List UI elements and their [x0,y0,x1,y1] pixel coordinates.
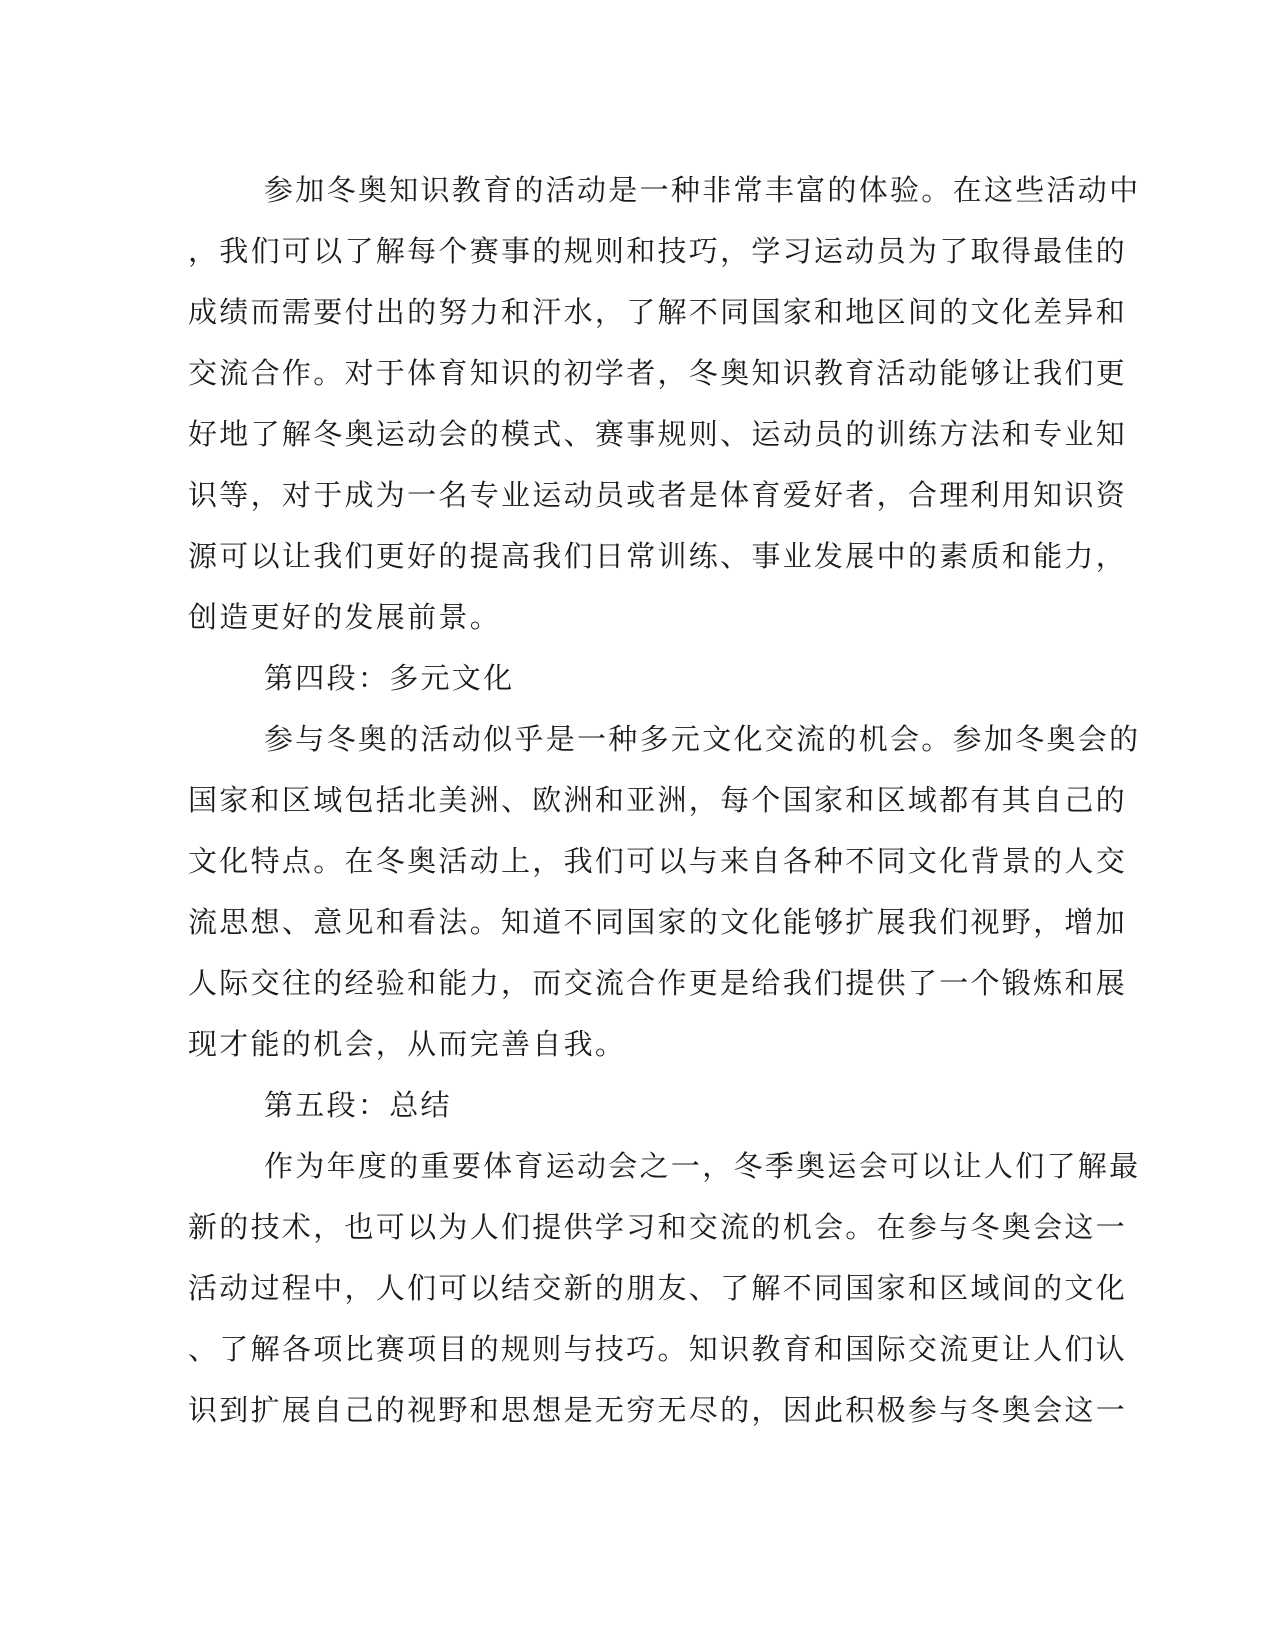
section-heading-5: 第五段：总结 [264,1088,452,1122]
text-line: 现才能的机会，从而完善自我。 [188,1027,627,1061]
text-line: 、了解各项比赛项目的规则与技巧。知识教育和国际交流更让人们认 [188,1332,1128,1366]
text-line: 好地了解冬奥运动会的模式、赛事规则、运动员的训练方法和专业知 [188,417,1128,451]
section-heading-4: 第四段：多元文化 [264,661,515,695]
text-line: 活动过程中，人们可以结交新的朋友、了解不同国家和区域间的文化 [188,1271,1128,1305]
text-line: ，我们可以了解每个赛事的规则和技巧，学习运动员为了取得最佳的 [188,234,1128,268]
text-line: 人际交往的经验和能力，而交流合作更是给我们提供了一个锻炼和展 [188,966,1128,1000]
text-line: 源可以让我们更好的提高我们日常训练、事业发展中的素质和能力， [188,539,1128,573]
text-line: 创造更好的发展前景。 [188,600,502,634]
text-line: 参加冬奥知识教育的活动是一种非常丰富的体验。在这些活动中 [264,173,1141,207]
text-line: 新的技术，也可以为人们提供学习和交流的机会。在参与冬奥会这一 [188,1210,1128,1244]
document-body [188,160,1141,1441]
text-line: 识等，对于成为一名专业运动员或者是体育爱好者，合理利用知识资 [188,478,1128,512]
text-line: 成绩而需要付出的努力和汗水，了解不同国家和地区间的文化差异和 [188,295,1128,329]
text-line: 识到扩展自己的视野和思想是无穷无尽的，因此积极参与冬奥会这一 [188,1393,1128,1427]
text-line: 参与冬奥的活动似乎是一种多元文化交流的机会。参加冬奥会的 [264,722,1141,756]
text-line: 国家和区域包括北美洲、欧洲和亚洲，每个国家和区域都有其自己的 [188,783,1128,817]
text-line: 文化特点。在冬奥活动上，我们可以与来自各种不同文化背景的人交 [188,844,1128,878]
text-line: 作为年度的重要体育运动会之一，冬季奥运会可以让人们了解最 [264,1149,1141,1183]
text-line: 交流合作。对于体育知识的初学者，冬奥知识教育活动能够让我们更 [188,356,1128,390]
text-line: 流思想、意见和看法。知道不同国家的文化能够扩展我们视野，增加 [188,905,1128,939]
